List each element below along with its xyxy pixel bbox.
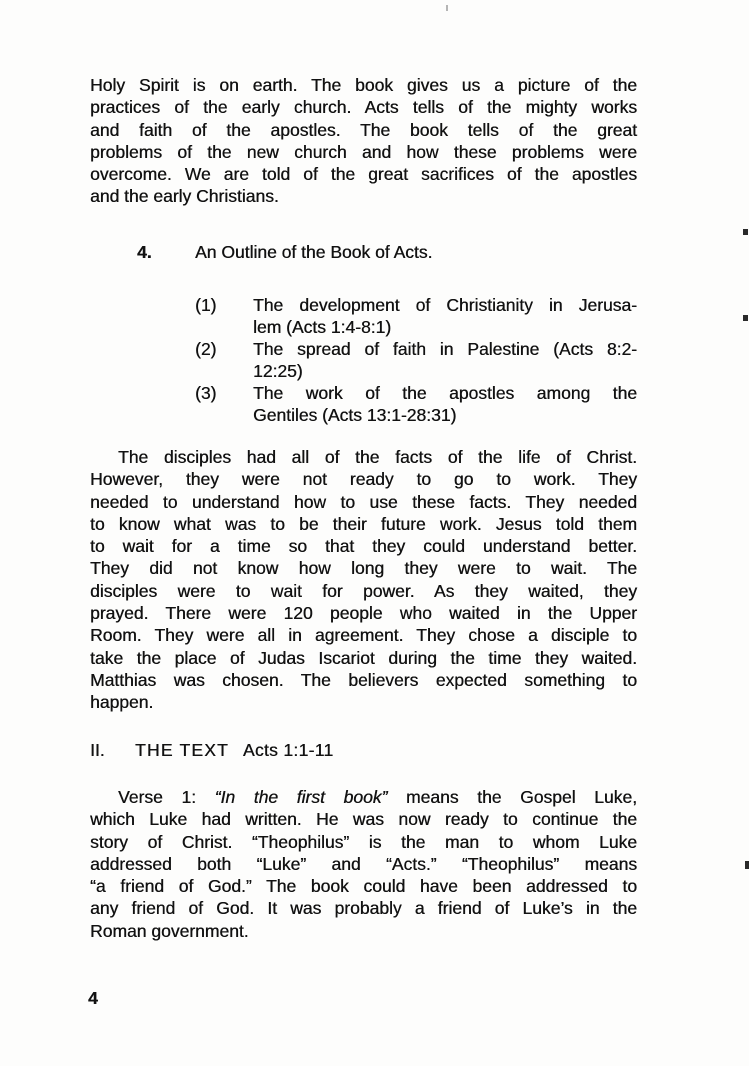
text-line: lem (Acts 1:4-8:1)	[253, 317, 392, 338]
text-line: which Luke had written. He was now ready to continue the	[90, 809, 637, 830]
text-line: and faith of the apostles. The book tells of the great	[90, 119, 637, 140]
text-line: practices of the early church. Acts tells of the mighty works	[90, 97, 637, 118]
outline-item	[253, 382, 637, 427]
outline-heading: An Outline of the Book of Acts.	[195, 242, 433, 262]
text-line: needed to understand how to use these facts. They needed	[90, 491, 637, 512]
text-line: happen.	[90, 692, 154, 713]
outline-item	[253, 338, 637, 383]
outline-number: 4.	[137, 242, 152, 262]
text-line: prayed. There were 120 people who waited in the Upper	[90, 603, 637, 624]
text-line: The spread of faith in Palestine (Acts 8:2-	[253, 339, 637, 359]
section-scripture-ref: Acts 1:1-11	[242, 740, 334, 760]
section-heading	[90, 739, 590, 761]
outline-item-marker: (1)	[195, 295, 217, 315]
text-line: The development of Christianity in Jerusa-	[253, 295, 637, 315]
text-line: addressed both “Luke” and “Acts.” “Theophilus” means	[90, 853, 637, 874]
text-line: “a friend of God.” The book could have been addressed to	[90, 876, 637, 897]
text-line: story of Christ. “Theophilus” is the man to whom Luke	[90, 831, 637, 852]
text-line: overcome. We are told of the great sacrifices of the apostles	[90, 164, 637, 185]
text-line: They did not know how long they were to wait. The	[90, 558, 637, 579]
verse-text: means the Gospel Luke,	[387, 787, 637, 807]
text-line: problems of the new church and how these problems were	[90, 141, 637, 162]
section-numeral: II.	[90, 740, 105, 760]
paragraph-disciples	[90, 446, 637, 714]
text-line: The work of the apostles among the	[253, 383, 637, 403]
text-line: disciples were to wait for power. As they waited, they	[90, 580, 637, 601]
text-line: Roman government.	[90, 920, 249, 941]
outline-item-marker: (3)	[195, 383, 217, 403]
scan-speck	[745, 861, 749, 869]
text-line: Gentiles (Acts 13:1-28:31)	[253, 405, 457, 426]
text-line: The disciples had all of the facts of the life of Christ.	[118, 447, 637, 467]
text-line: However, they were not ready to go to work. They	[90, 469, 637, 490]
text-line: 12:25)	[253, 361, 303, 382]
text-line: any friend of God. It was probably a friend of Luke’s in the	[90, 898, 637, 919]
verse-label: Verse 1:	[118, 787, 215, 807]
text-line: and the early Christians.	[90, 186, 279, 207]
section-title: THE TEXT	[135, 740, 229, 760]
text-line: Holy Spirit is on earth. The book gives us a picture of the	[90, 75, 637, 95]
verse-quote-italic: “In the first book”	[214, 787, 388, 807]
paragraph-intro	[90, 74, 637, 208]
page-number: 4	[88, 988, 98, 1008]
scan-speck	[743, 315, 748, 321]
scan-speck	[446, 5, 448, 11]
scan-speck	[743, 229, 748, 235]
outline-item	[253, 294, 637, 339]
paragraph-verse1	[90, 786, 637, 942]
outline-item-marker: (2)	[195, 339, 217, 359]
text-line: to know what was to be their future work. Jesus told them	[90, 513, 637, 534]
text-line	[90, 786, 637, 808]
text-line: take the place of Judas Iscariot during the time they waited.	[90, 647, 637, 668]
text-line: Room. They were all in agreement. They chose a disciple to	[90, 625, 637, 646]
text-line: to wait for a time so that they could understand better.	[90, 536, 637, 557]
text-line: Matthias was chosen. The believers expected something to	[90, 669, 637, 690]
